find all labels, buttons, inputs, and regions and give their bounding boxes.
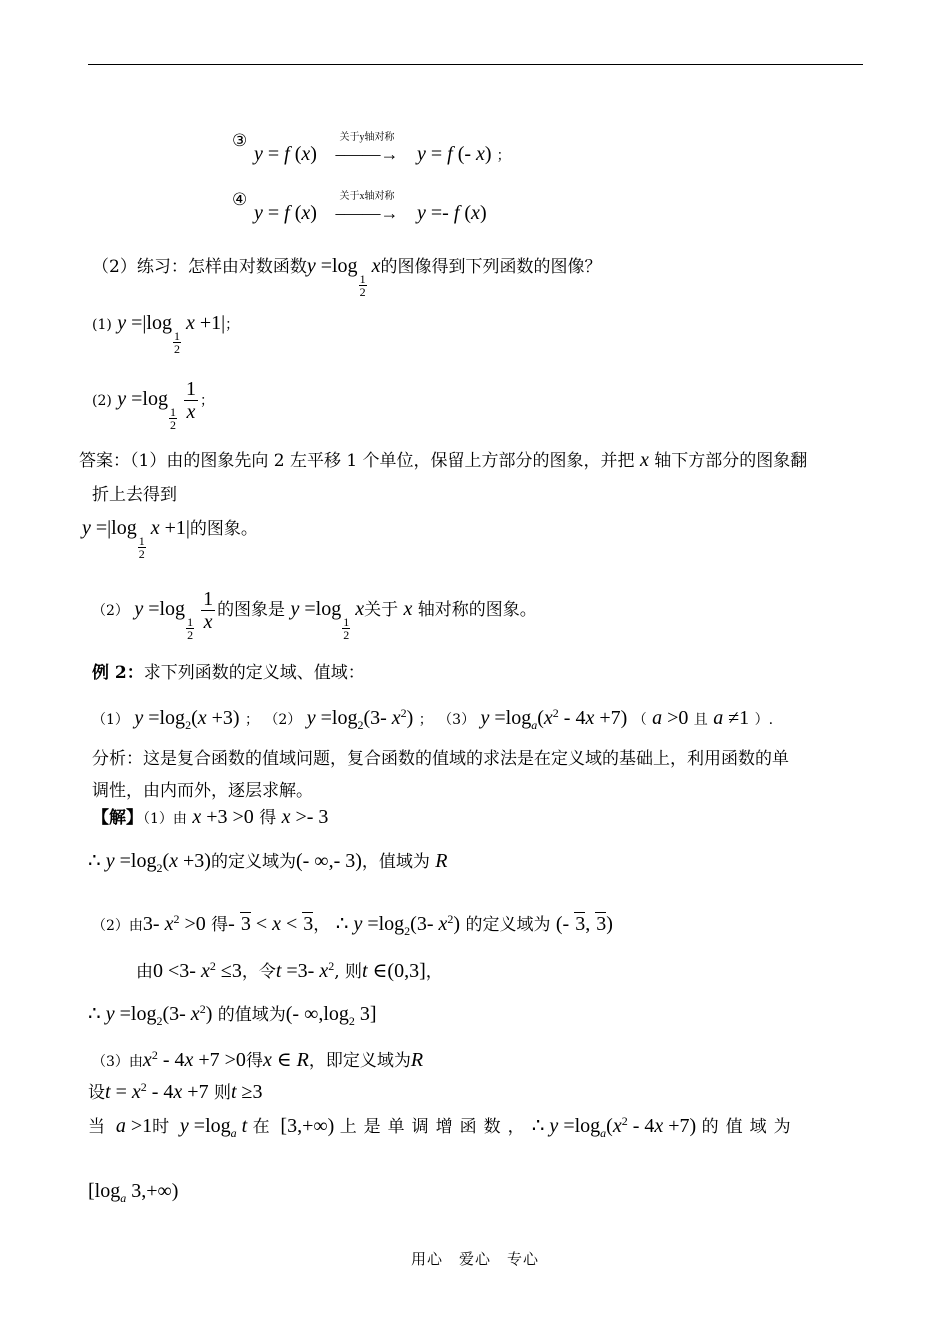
answer-line-1: 答案：（1）由的图象先向 2 左平移 1 个单位，保留上方部分的图象，并把 x 轴下方部分的图象翻 (79, 449, 808, 471)
solution-3-range: [$\log_a$ 3,+∞) (88, 1180, 179, 1205)
footer-slogan: 用心 爱心 专心 (410, 1250, 539, 1268)
analysis-2: 调性，由内而外，逐层求解。 (92, 781, 313, 801)
solution-1-result: ∴ $y =\log_2(x +3)$的定义域为(- ∞,- 3)，值域为 R (88, 850, 448, 875)
solution-2: （2）由3- $x^2 >0$ 得- 3 < x < 3， ∴ $y =\log_2(3-$ $x^2$) 的定义域为 (- 3, 3) (92, 912, 613, 938)
question-2: (2) y =log $\frac{1}{2}$ $\frac{1}{x}$ ； (92, 378, 214, 432)
item-marker: ④ (232, 190, 248, 210)
question-1: (1) y =|log $\frac{1}{2}$ x +1|； (92, 312, 240, 356)
solution-2-range: ∴ $y =\log_2(3-$ $x^2$) 的值域为(- $\infty,\log_2$ 3] (88, 1002, 377, 1028)
solution-2-substitution: 由0 <3- $x^2 \le 3$，令t =3- $x^2$, 则t ∈(0,3]， (136, 959, 443, 982)
transform-line-4 (232, 189, 247, 211)
transform-formula-4: y = f (x) 关于x轴对称 –——→ y =- f (x) (254, 191, 487, 224)
solution-3-substitution: 设$t = x^2 - 4x +7$ 则t ≥3 (88, 1080, 263, 1103)
exercise-intro: （2）练习：怎样由对数函数y =log $\frac{1}{2}$ x的图像得到下列函数的图像？ (92, 255, 602, 299)
solution-1: 【解】（1）由 x +3 >0 得 x >- 3 (92, 806, 329, 828)
answer-2: （2） y =log $\frac{1}{2}$ $\frac{1}{x}$ 的图象是 y =log $\frac{1}{2}$ x关于 x 轴对称的图象。 (92, 588, 537, 642)
transform-formula-3: y = f (x) 关于y轴对称 –——→ y = f (- x) ； (254, 132, 511, 165)
header-rule (88, 64, 863, 65)
example-2-problems: （1） $y =\log_2(x +3)$ ； （2） $y =\log_2(3-$ $x^2$) ； （3） $y =\log_a(x^2 - 4x +7)$ （ a >0 且 a ≠1 ）. (92, 706, 774, 732)
arrow-annotated: 关于x轴对称 –——→ (335, 191, 399, 223)
arrow-annotated: 关于y轴对称 –——→ (335, 132, 399, 164)
example-2-title: 例 2：求下列函数的定义域、值域： (92, 663, 365, 683)
item-marker: ③ (232, 131, 248, 151)
transform-line-3 (232, 130, 247, 152)
answer-line-2: 折上去得到 (92, 485, 177, 505)
answer-line-3: y =|log $\frac{1}{2}$ x +1|的图象。 (82, 517, 258, 561)
analysis-1: 分析：这是复合函数的值域问题，复合函数的值域的求法是在定义域的基础上，利用函数的单 (92, 749, 789, 769)
solution-3: （3）由$x^2 - 4x +7 >0$得x ∈ R，即定义域为R (92, 1048, 424, 1071)
solution-3-monotonic: 当 a >1时 $y =\log_a$ t 在 [3,+∞) 上是单调增函数，∴ $y =\log_a(x^2 - 4x +7)$ 的值域为 (88, 1114, 798, 1140)
